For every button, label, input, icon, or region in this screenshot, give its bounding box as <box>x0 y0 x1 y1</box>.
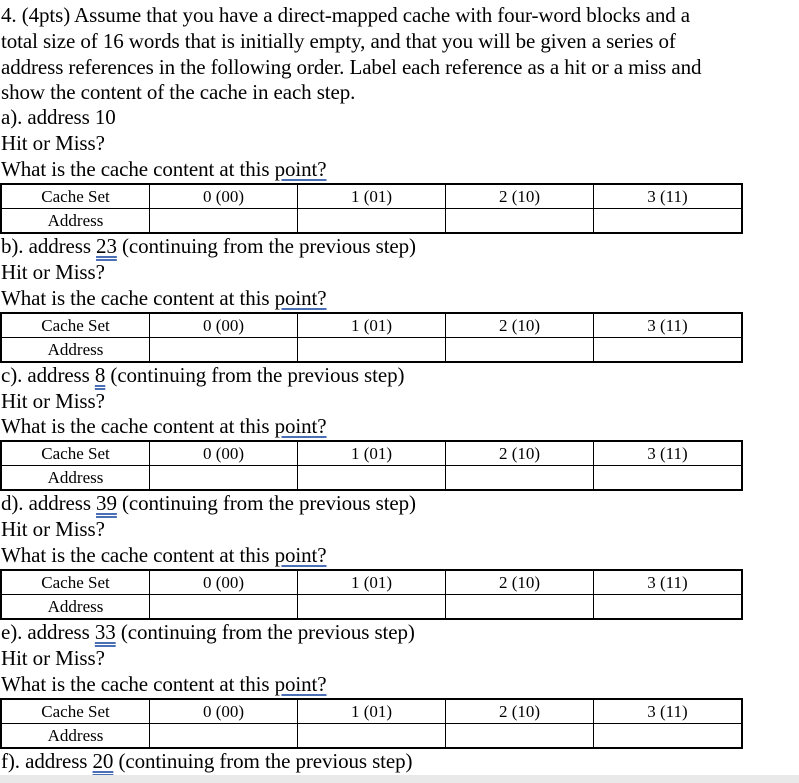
address-row <box>1 466 742 491</box>
continuing-note: (continuing from the previous step) <box>120 620 415 644</box>
step-b-heading <box>1 234 416 259</box>
cache-content-question <box>1 157 326 182</box>
step-letter: d). <box>1 491 24 515</box>
address-cell-0[interactable] <box>150 466 298 491</box>
cache-set-1: 1 (01) <box>298 570 446 595</box>
question-text: What is the cache content at this <box>1 286 275 310</box>
cache-set-label: Cache Set <box>1 570 150 595</box>
step-letter: e). <box>1 620 23 644</box>
continuing-note: (continuing from the previous step) <box>118 749 413 773</box>
cache-set-2: 2 (10) <box>446 313 594 338</box>
address-label: Address <box>1 209 150 234</box>
question-text: What is the cache content at this <box>1 157 275 181</box>
address-cell-1[interactable] <box>298 724 446 749</box>
cache-set-label: Cache Set <box>1 441 150 466</box>
step-address: 10 <box>94 105 116 129</box>
cache-content-question <box>1 286 326 311</box>
address-cell-1[interactable] <box>298 595 446 620</box>
cache-set-3: 3 (11) <box>594 184 743 209</box>
address-word: address <box>28 234 91 258</box>
cache-set-row <box>1 313 742 338</box>
cache-set-row <box>1 699 742 724</box>
point-word: point? <box>274 672 327 696</box>
point-word: point? <box>274 286 327 310</box>
address-cell-3[interactable] <box>594 466 743 491</box>
cache-table-b <box>0 312 743 363</box>
address-label: Address <box>1 338 150 363</box>
point-word: point? <box>274 157 327 181</box>
hit-or-miss-question: Hit or Miss? <box>1 131 105 155</box>
point-word: point? <box>274 414 327 438</box>
address-word: address <box>27 620 90 644</box>
step-letter: a). <box>1 105 23 129</box>
cache-set-row <box>1 184 742 209</box>
question-text: What is the cache content at this <box>1 414 275 438</box>
cache-content-question <box>1 543 326 568</box>
cache-set-label: Cache Set <box>1 313 150 338</box>
cache-set-label: Cache Set <box>1 184 150 209</box>
cache-table-c <box>0 440 743 491</box>
address-cell-2[interactable] <box>446 209 594 234</box>
step-f-heading <box>1 749 412 774</box>
address-cell-3[interactable] <box>594 338 743 363</box>
cache-set-0: 0 (00) <box>150 699 298 724</box>
address-label: Address <box>1 595 150 620</box>
address-cell-2[interactable] <box>446 338 594 363</box>
cache-set-2: 2 (10) <box>446 570 594 595</box>
step-letter: c). <box>1 363 23 387</box>
cache-set-1: 1 (01) <box>298 699 446 724</box>
step-c-heading <box>1 363 404 388</box>
cache-set-2: 2 (10) <box>446 184 594 209</box>
step-address: 39 <box>96 491 117 515</box>
cache-set-row <box>1 570 742 595</box>
cache-set-0: 0 (00) <box>150 570 298 595</box>
address-label: Address <box>1 724 150 749</box>
address-cell-0[interactable] <box>150 724 298 749</box>
step-address: 23 <box>96 234 117 258</box>
step-d-heading <box>1 491 416 516</box>
step-letter: b). <box>1 234 24 258</box>
bottom-scroll-strip <box>0 775 799 783</box>
cache-set-3: 3 (11) <box>594 699 743 724</box>
address-cell-1[interactable] <box>298 466 446 491</box>
address-word: address <box>25 749 88 773</box>
address-cell-1[interactable] <box>298 209 446 234</box>
address-cell-2[interactable] <box>446 466 594 491</box>
cache-set-0: 0 (00) <box>150 313 298 338</box>
cache-content-question <box>1 672 326 697</box>
problem-intro-line-2: total size of 16 words that is initially empty, and that you will be given a series of <box>1 29 676 53</box>
step-letter: f). <box>1 749 20 773</box>
address-word: address <box>28 491 91 515</box>
address-cell-0[interactable] <box>150 338 298 363</box>
continuing-note: (continuing from the previous step) <box>110 363 405 387</box>
problem-intro-line-3: address references in the following order. Label each reference as a hit or a miss and <box>1 55 702 79</box>
hit-or-miss-question: Hit or Miss? <box>1 517 105 541</box>
hit-or-miss-question: Hit or Miss? <box>1 389 105 413</box>
cache-set-label: Cache Set <box>1 699 150 724</box>
step-a-heading <box>1 105 116 130</box>
cache-set-3: 3 (11) <box>594 570 743 595</box>
address-label: Address <box>1 466 150 491</box>
cache-set-3: 3 (11) <box>594 313 743 338</box>
question-text: What is the cache content at this <box>1 543 275 567</box>
address-row <box>1 595 742 620</box>
problem-intro-line-4: show the content of the cache in each step. <box>1 80 356 104</box>
address-row <box>1 209 742 234</box>
cache-set-0: 0 (00) <box>150 184 298 209</box>
cache-set-row <box>1 441 742 466</box>
address-row <box>1 724 742 749</box>
cache-content-question <box>1 414 326 439</box>
address-cell-0[interactable] <box>150 595 298 620</box>
hit-or-miss-question: Hit or Miss? <box>1 260 105 284</box>
cache-set-1: 1 (01) <box>298 313 446 338</box>
cache-table-d <box>0 569 743 620</box>
step-e-heading <box>1 620 415 645</box>
point-word: point? <box>274 543 327 567</box>
question-text: What is the cache content at this <box>1 672 275 696</box>
cache-set-3: 3 (11) <box>594 441 743 466</box>
continuing-note: (continuing from the previous step) <box>122 234 416 258</box>
cache-set-1: 1 (01) <box>298 184 446 209</box>
cache-set-0: 0 (00) <box>150 441 298 466</box>
cache-set-1: 1 (01) <box>298 441 446 466</box>
address-cell-3[interactable] <box>594 209 743 234</box>
problem-intro-line-1: 4. (4pts) Assume that you have a direct-mapped cache with four-word blocks and a <box>1 3 691 27</box>
address-cell-1[interactable] <box>298 338 446 363</box>
address-word: address <box>27 363 90 387</box>
step-address: 20 <box>92 749 114 773</box>
cache-table-a <box>0 183 743 234</box>
address-row <box>1 338 742 363</box>
step-address: 33 <box>94 620 116 644</box>
continuing-note: (continuing from the previous step) <box>122 491 416 515</box>
cache-table-e <box>0 698 743 749</box>
address-cell-2[interactable] <box>446 724 594 749</box>
address-cell-3[interactable] <box>594 724 743 749</box>
address-word: address <box>27 105 90 129</box>
address-cell-2[interactable] <box>446 595 594 620</box>
hit-or-miss-question: Hit or Miss? <box>1 646 105 670</box>
cache-set-2: 2 (10) <box>446 699 594 724</box>
address-cell-0[interactable] <box>150 209 298 234</box>
address-cell-3[interactable] <box>594 595 743 620</box>
cache-set-2: 2 (10) <box>446 441 594 466</box>
step-address: 8 <box>94 363 106 387</box>
